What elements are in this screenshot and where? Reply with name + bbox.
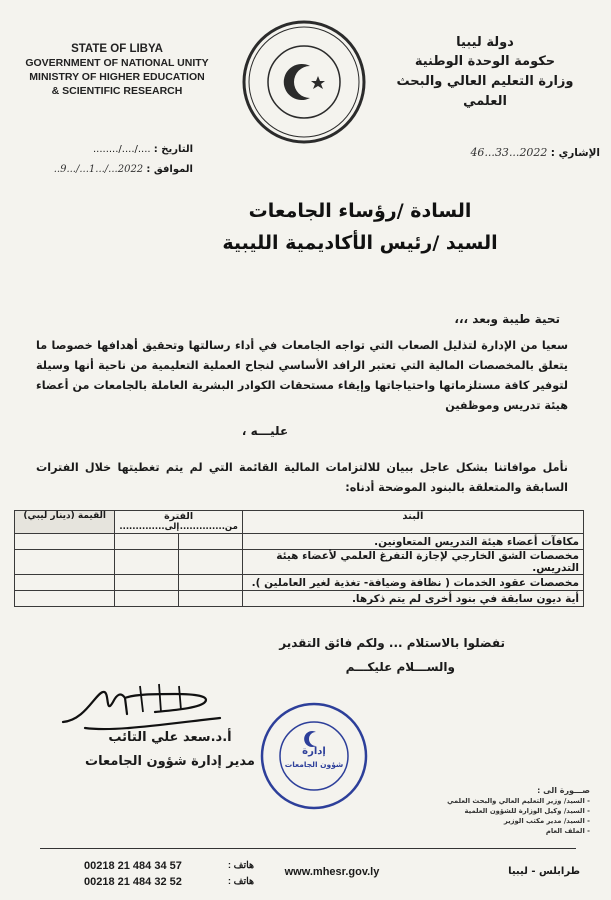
en-line-state: STATE OF LIBYA [71,43,163,55]
header-value: القيمة (دينار ليبي) [15,511,115,534]
row-from [179,534,243,550]
signatory-name: أ.د.سعد علي التائب [108,730,232,745]
request-paragraph: نأمل موافاتنا بشكل عاجل ببيان للالتزامات المالية القائمة التي لم يتم تغطيتها خلال الفترات السابقة والمتعلقة بالبنود الموضحة أدناه: [36,461,568,494]
cc-line: - الملف العام [545,827,590,835]
en-line-ministry: MINISTRY OF HIGHER EDUCATION [29,71,205,83]
header-from: من.............. [179,522,238,532]
seal-text [210,18,211,19]
official-stamp [258,700,370,812]
row-value [15,550,115,575]
cc-line: - السيد/ مدير مكتب الوزير [503,817,590,825]
footer-city: طرابلس - ليبيا [508,866,580,877]
table-row [15,534,584,550]
date-value: ..../..../........ [92,144,151,155]
footer-website[interactable]: www.mhesr.gov.ly [284,866,380,878]
row-to [115,550,179,575]
ar-line-government: حكومة الوحدة الوطنية [414,54,556,69]
table-header-row [15,511,584,534]
cc-title: صـــورة الى : [537,786,590,795]
stamp-inner-1: إدارة [302,746,326,757]
muwafiq-label: الموافق : [146,164,193,175]
phone-1-label: هاتف : [227,860,254,871]
ishari-row [410,146,600,159]
footer-phones [84,858,254,890]
row-from [179,550,243,575]
row-from [179,575,243,591]
body-paragraph: سعيا من الإدارة لتذليل الصعاب التي تواجه الجامعات في أداء رسالتها وتحقيق أهدافها خصوصا ما يتعلق بالمخصصات المالية التي تعتبر الرافد الأساسي لنجاح العملية التعليمية من ناحية أنها وسيلة لتوفير كافة مستلزماتها واحتياجاتها وإيفاء مستحقات الكوادر البشرية العاملة بالجامعات من أعضاء هيئة تدريس وموظفين [36,339,568,412]
row-item: مخصصات عقود الخدمات ( نظافة وضيافة- تغذية لغير العاملين ). [242,575,583,591]
date-label: التاريخ : [153,144,193,155]
row-item: مكافآت أعضاء هيئة التدريس المتعاونين. [242,534,583,550]
ministry-seal [240,18,368,146]
closing-line-2: والســـلام عليكـــم [345,660,455,674]
phone-2: 00218 21 484 32 52 [84,876,182,888]
row-from [179,591,243,607]
en-line-government: GOVERNMENT OF NATIONAL UNITY [25,57,209,69]
items-grid [14,510,584,607]
muwafiq-row [28,164,193,175]
cc-block [380,786,590,836]
seal-icon [240,18,368,146]
signatory-title: مدير إدارة شؤون الجامعات [85,754,255,769]
ishari-label: الإشاري : [550,147,600,159]
row-to [115,534,179,550]
table-row [15,591,584,607]
cc-line: - السيد/ وكيل الوزارة للشؤون العلمية [464,807,590,815]
table-row [15,550,584,575]
row-value [15,534,115,550]
row-to [115,575,179,591]
phone-2-label: هاتف : [227,876,254,887]
table-row [15,575,584,591]
date-row [28,144,193,155]
addressee-academy: السيد /رئيس الأكاديمية الليبية [222,232,498,254]
muwafiq-value: 2022.../...1.../...9.. [53,164,144,175]
row-item: مخصصات الشق الخارجي لإجازة التفرغ العلمي لأعضاء هيئة التدريس. [242,550,583,575]
phone-1: 00218 21 484 34 57 [84,860,182,872]
ar-line-ministry: وزارة التعليم العالي والبحث العلمي [396,74,574,109]
header-to: إلى.............. [119,522,180,532]
row-item: أية ديون سابقة في بنود أخرى لم يتم ذكرها. [242,591,583,607]
row-to [115,591,179,607]
closing-line-1: تفضلوا بالاستلام ... ولكم فائق التقدير [279,636,505,650]
en-line-research: & SCIENTIFIC RESEARCH [51,85,183,97]
row-value [15,591,115,607]
footer-divider [40,848,576,849]
ar-line-state: دولة ليبيا [456,35,514,50]
stamp-inner-2: شؤون الجامعات [284,760,344,769]
english-letterhead [22,42,212,98]
header-item: البند [242,511,583,534]
ishari-value: 2022...33...46 [470,146,548,159]
alayh: عليـــه ، [241,424,289,438]
items-table [14,510,584,607]
header-period [115,511,242,534]
arabic-letterhead [375,34,595,112]
header-period-label: الفترة [164,511,194,522]
row-value [15,575,115,591]
greeting: تحية طيبة وبعد ،،، [454,312,560,326]
cc-line: - السيد/ وزير التعليم العالي والبحث العلمي [447,797,590,805]
stamp-outer-text [258,700,259,701]
addressee-presidents: السادة /رؤساء الجامعات [248,200,472,222]
